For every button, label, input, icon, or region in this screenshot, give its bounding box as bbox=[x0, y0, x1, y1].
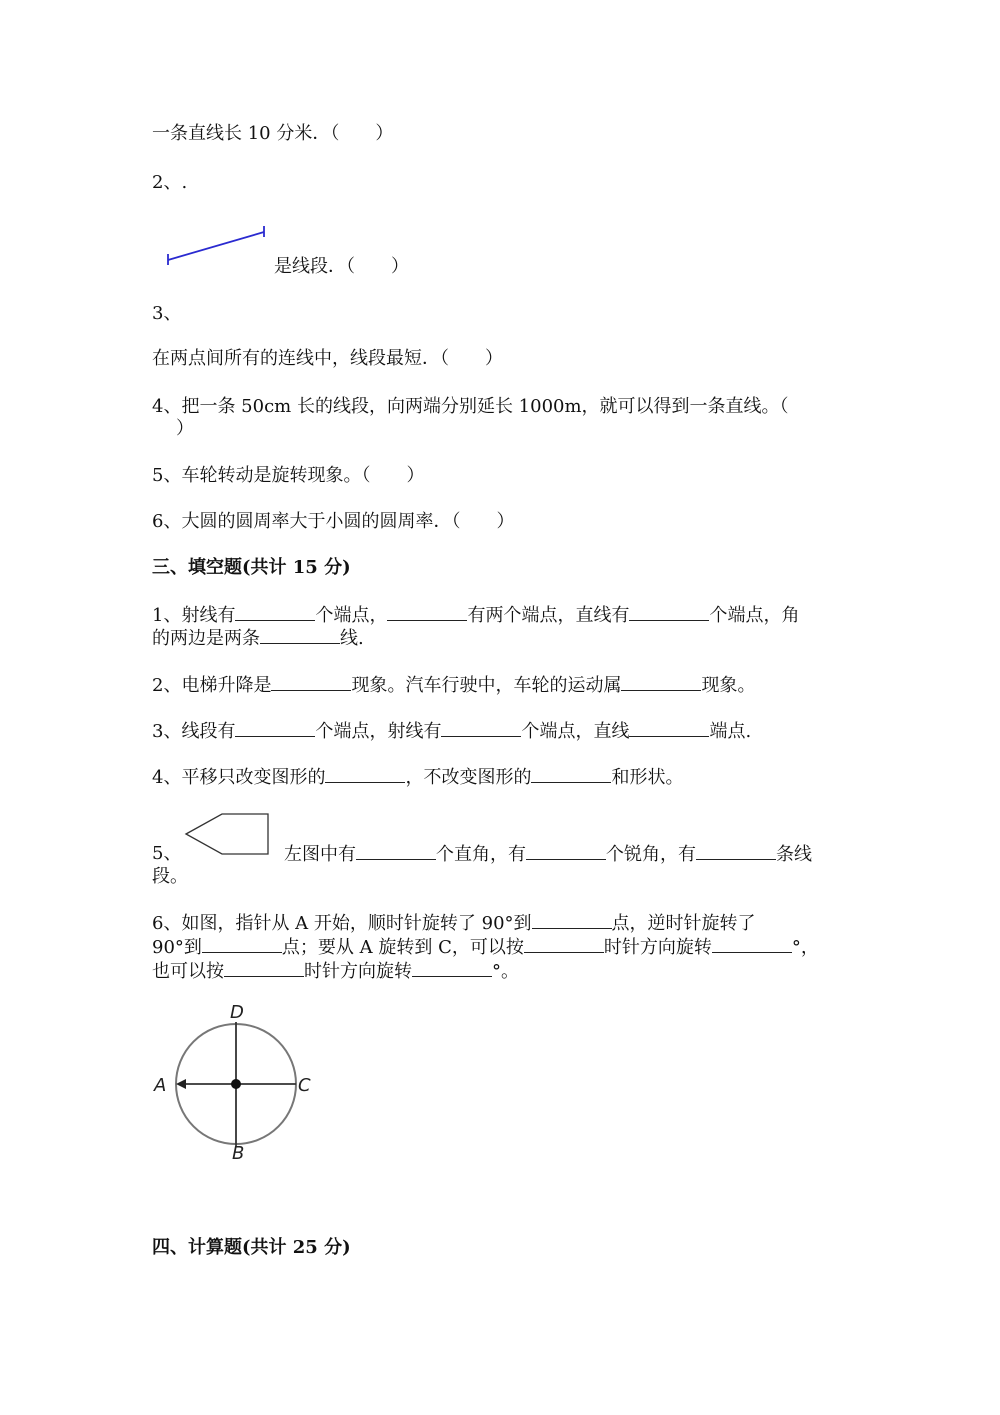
dial-label-a: A bbox=[154, 1075, 167, 1096]
judge-q1 bbox=[152, 123, 393, 145]
judge-q3 bbox=[152, 348, 503, 370]
blank[interactable] bbox=[235, 720, 315, 737]
judge-q6: 6、大圆的圆周率大于小圆的圆周率．（ ） bbox=[152, 511, 515, 532]
pentagon-figure bbox=[184, 812, 272, 858]
judge-q2-number: 2、. bbox=[152, 172, 188, 193]
blank[interactable] bbox=[526, 843, 606, 860]
fill-q1-line2: 的两边是两条 线. bbox=[152, 628, 364, 649]
fill-q3: 3、线段有 个端点，射线有 个端点，直线 端点. bbox=[152, 721, 752, 742]
blank[interactable] bbox=[235, 604, 315, 621]
dial-label-d: D bbox=[230, 1002, 244, 1023]
blank[interactable] bbox=[629, 720, 709, 737]
line-segment-figure bbox=[160, 222, 272, 270]
blank[interactable] bbox=[531, 766, 611, 783]
fill-q2: 2、电梯升降是 现象。汽车行驶中，车轮的运动属 现象。 bbox=[152, 675, 756, 696]
section3-title: 三、填空题(共计 15 分) bbox=[152, 557, 351, 578]
fill-q1-line1: 1、射线有 个端点， 有两个端点，直线有 个端点，角 bbox=[152, 605, 800, 626]
fill-q6-line2: 90°到 点；要从 A 旋转到 C，可以按 时针方向旋转 °， bbox=[152, 937, 819, 958]
judge-q3-text: 在两点间所有的连线中，线段最短．（ ） bbox=[152, 348, 503, 369]
judge-q1-text: 一条直线长 10 分米．（ ） bbox=[152, 123, 394, 144]
blank[interactable] bbox=[387, 604, 467, 621]
blank[interactable] bbox=[441, 720, 521, 737]
dial-label-c: C bbox=[298, 1075, 311, 1096]
dial-figure bbox=[150, 998, 320, 1168]
blank[interactable] bbox=[629, 604, 709, 621]
blank[interactable] bbox=[532, 912, 612, 929]
blank[interactable] bbox=[271, 674, 351, 691]
blank[interactable] bbox=[412, 960, 492, 977]
blank[interactable] bbox=[260, 627, 340, 644]
judge-q3-number: 3、 bbox=[152, 303, 182, 324]
fill-q6-line1: 6、如图，指针从 A 开始，顺时针旋转了 90°到 点，逆时针旋转了 bbox=[152, 913, 756, 934]
judge-q2 bbox=[274, 256, 409, 278]
arrowhead-icon bbox=[176, 1079, 186, 1089]
blank[interactable] bbox=[356, 843, 436, 860]
fill-q4: 4、平移只改变图形的 ，不改变图形的 和形状。 bbox=[152, 767, 684, 788]
section4-title: 四、计算题(共计 25 分) bbox=[152, 1237, 351, 1258]
fill-q5-line2: 段。 bbox=[152, 866, 188, 887]
fill-q5-number: 5、 bbox=[152, 843, 182, 864]
judge-q4-line2: ） bbox=[176, 418, 194, 439]
dial-label-b: B bbox=[232, 1143, 245, 1164]
blank[interactable] bbox=[712, 936, 792, 953]
fill-q6-line3: 也可以按 时针方向旋转 °。 bbox=[152, 961, 519, 982]
judge-q4-line1: 4、把一条 50cm 长的线段，向两端分别延长 1000m，就可以得到一条直线。（ bbox=[152, 396, 789, 417]
blank[interactable] bbox=[224, 960, 304, 977]
blank[interactable] bbox=[621, 674, 701, 691]
fill-q5-line1: 左图中有 个直角，有 个锐角，有 条线 bbox=[284, 844, 812, 865]
dial-center bbox=[231, 1079, 241, 1089]
judge-q2-text: 是线段．（ ） bbox=[274, 256, 409, 277]
blank[interactable] bbox=[524, 936, 604, 953]
blank[interactable] bbox=[325, 766, 405, 783]
blank[interactable] bbox=[696, 843, 776, 860]
blank[interactable] bbox=[202, 936, 282, 953]
judge-q5: 5、车轮转动是旋转现象。（ ） bbox=[152, 465, 425, 486]
